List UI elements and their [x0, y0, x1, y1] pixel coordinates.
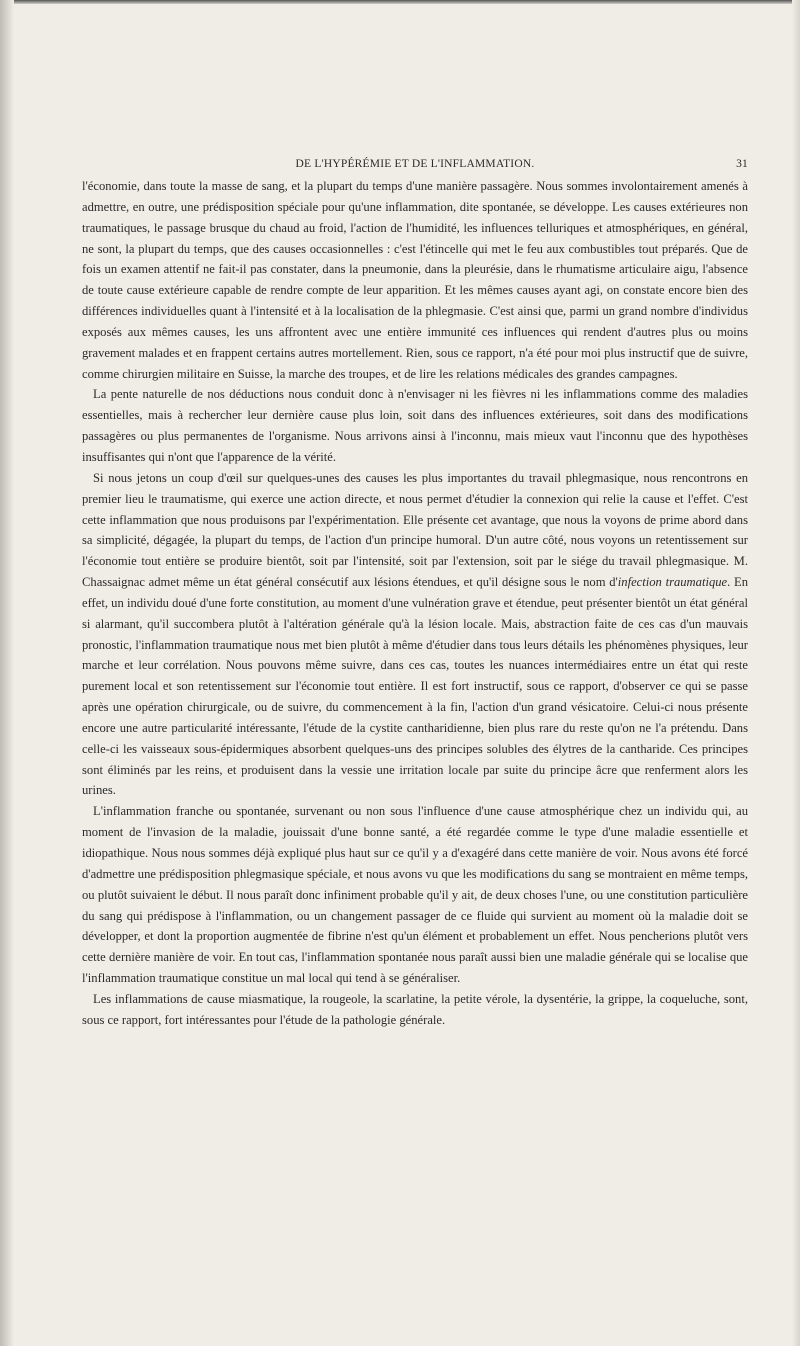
paragraph-5: Les inflammations de cause miasmatique, la rougeole, la scarlatine, la petite vérole, la dysentérie, la grippe, la coqueluche, sont, sous ce rapport, fort intéressantes pour l'étude de la pathologie générale.	[82, 991, 748, 1027]
binding-shadow	[0, 0, 14, 1346]
page-number: 31	[736, 158, 748, 170]
running-title: DE L'HYPÉRÉMIE ET DE L'INFLAMMATION.	[295, 158, 535, 170]
paragraph-2: La pente naturelle de nos déductions nous conduit donc à n'envisager ni les fièvres ni les inflammations comme des maladies essentielles, mais à rechercher leur dernière cause plus loin, soit dans des influences extérieures, soit dans des modifications passagères ou plus permanentes de l'organisme. Nous arrivons ainsi à l'inconnu, mais mieux vaut l'inconnu que des hypothèses insuffisantes qui n'ont que l'apparence de la vérité.	[82, 387, 748, 464]
paragraph-1: l'économie, dans toute la masse de sang, et la plupart du temps d'une manière passagère. Nous sommes involontairement amenés à admettre, en outre, une prédisposition spéciale pour qu'une inflammation, dite spontanée, se développe. Les causes extérieures non traumatiques, le passage brusque du chaud au froid, l'action de l'humidité, les influences telluriques et atmosphériques, en général, ne sont, la plupart du temps, que des causes occasionnelles : c'est l'étincelle qui met le feu aux combustibles tout préparés. Que de fois un examen attentif ne fait-il pas constater, dans la pneumonie, dans la pleurésie, dans le rhumatisme articulaire aigu, l'absence de toute cause extérieure capable de rendre compte de leur apparition. Et les mêmes causes ayant agi, on constate encore bien des différences individuelles quant à l'intensité et à la localisation de la phlegmasie. C'est ainsi que, parmi un grand nombre d'individus exposés aux mêmes causes, les uns affrontent avec une entière immunité ces influences qui rendent d'autres plus ou moins gravement malades et en frappent certains autres mortellement. Rien, sous ce rapport, n'a été pour moi plus instructif que de suivre, comme chirurgien militaire en Suisse, la marche des troupes, et de lire les relations médicales des grandes campagnes.	[82, 179, 748, 381]
paragraph-3-part-1: Si nous jetons un coup d'œil sur quelques-unes des causes les plus importantes du travail phlegmasique, nous rencontrons en premier lieu le traumatisme, qui exerce une action directe, et nous permet d'étudier la connexion qui relie la cause et l'effet. C'est cette inflammation que nous produisons par l'expérimentation. Elle présente cet avantage, que nous la voyons de prime abord dans sa simplicité, dégagée, la plupart du temps, de l'action d'un principe humoral. D'un autre côté, nous voyons un retentissement sur l'économie tout entière se produire bientôt, soit par l'intensité, soit par l'extension, soit par le siége du travail phlegmasique. M. Chassaignac admet même un état général consécutif aux lésions étendues, et qu'il désigne sous le nom d'	[82, 470, 748, 590]
paragraph-3	[82, 468, 748, 802]
page-right-edge	[792, 0, 800, 1346]
body-text	[82, 176, 748, 1031]
paragraph-4: L'inflammation franche ou spontanée, survenant ou non sous l'influence d'une cause atmosphérique chez un individu qui, au moment de l'invasion de la maladie, jouissait d'une bonne santé, a été regardée comme le type d'une maladie essentielle et idiopathique. Nous nous sommes déjà expliqué plus haut sur ce qu'il y a d'exagéré dans cette manière de voir. Nous avons été forcé d'admettre une prédisposition phlegmasique spéciale, et nous avons vu que les modifications du sang se montraient en même temps, ou plutôt suivaient le début. Il nous paraît donc infiniment probable qu'il y ait, de deux choses l'une, ou une constitution particulière du sang qui prédispose à l'inflammation, ou un changement passager de ce fluide qui survient au moment où la maladie doit se développer, et dont la proportion augmentée de fibrine n'est qu'un élément et probablement un effet. Nous pencherions plutôt vers cette dernière manière de voir. En tout cas, l'inflammation spontanée nous paraît aussi bien une maladie générale qui se localise que l'inflammation traumatique constitue un mal local qui tend à se généraliser.	[82, 804, 748, 986]
paragraph-3-part-2: . En effet, un individu doué d'une forte constitution, au moment d'une vulnération grave et étendue, peut présenter bientôt un état général si alarmant, qu'il succombera plutôt à l'altération générale qu'à la lésion locale. Mais, abstraction faite de ces cas d'un mauvais pronostic, l'inflammation traumatique nous met bien plutôt à même d'étudier dans tous leurs détails les phénomènes physiques, leur marche et leur corrélation. Nous pouvons même suivre, dans ces cas, toutes les nuances intermédiaires entre un état qui reste purement local et son retentissement sur l'économie tout entière. Il est fort instructif, sous ce rapport, d'observer ce qui se passe après une opération chirurgicale, ou de suivre, du commencement à la fin, l'action d'un grand vésicatoire. Celui-ci nous présente encore une autre particularité intéressante, l'étude de la cystite cantharidienne, bien plus rare du reste qu'on ne l'a prétendu. Dans celle-ci les vaisseaux sous-épidermiques absorbent quelques-uns des principes solubles des élytres de la cantharide. Ces principes sont éliminés par les reins, et produisent dans la vessie une irritation locale par suite du principe âcre que renferment alors les urines.	[82, 575, 748, 798]
book-page	[82, 158, 748, 1031]
page-header	[82, 158, 748, 176]
page-top-edge	[0, 0, 800, 4]
italic-term: infection traumatique	[617, 575, 728, 590]
